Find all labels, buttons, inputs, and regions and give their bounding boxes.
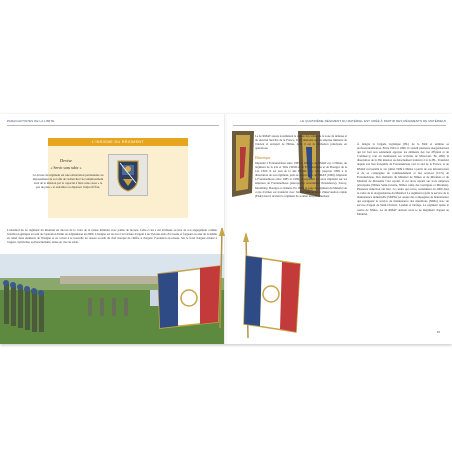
left-body-text: L'étendard du 4e régiment du Matériel est décoré de la croix de la valeur militaire avec palme de bronze. Celle-ci lui a été attribuée au titre de son engagement comme bataillon logistique au sein de l'opération Pamir en Afghanistan en 2009. L'insigne est un écu à la bordure d'argent à un Vulcain assis d'or issant et forgeant en azur de la même en relief deux éléments de l'insigne et en volant à la nouvelle un oiseau au mât du chef marqué de chiffre 4 d'argent. Fondation au réseau. Sur le fond d'argent éclairé à l'argent. Symbolise au Parachutisme, tenue en rive de sable. <box>7 228 217 245</box>
page-number: 35 <box>436 330 440 334</box>
devise-text: La devise du régiment est une exhortation permanente au dépassement de soi afin de rechercher l'accomplissement total de la mission par la capacité à faire sans cesse « le pas de plus » et entraîner ou dépasser l'objectif fixé. <box>32 173 104 189</box>
right-column-a-body: Implanté à Fontainebleau entre 1985 et 1999, le 4e RMAT est, à Nîmes, un régiment de la 43e et 302e CRMCA de Fontainebleau et de Bourges de la 12e CMT. Il est issu de la 44e BMAT. Il y reste jusqu'en 1998, à la dissolution de son régiment, puis au départ de la 4e RMAT (1999). Implanté à Fontainebleau entre 1985 et 1999, le régiment est alors implanté sur les emprises de Fontainebleau (entreposant notamment l'intendance), Satory, Montlhéry, Bourges et Orléans. En 1996, le page du régiment du Matériel de corps d'armée est transféré avec l'entité dans le futur d'intervention rapide (FAR) dont il devient le régiment de soutien des parachutistes. <box>255 161 347 198</box>
insignia-icon <box>109 155 147 195</box>
devise-label: Devise <box>59 158 73 163</box>
historique-subhead: Historique <box>255 156 271 160</box>
right-column-a-intro: Le 4e RMAT assure notamment la remise des unités de la zone de défense et de sécurité Sud-Est de la France. Il est implanté sur un emprise militaire de l'ancien et entrepôt de Nîmes, dont il est la formation principale en opérations. <box>255 134 347 151</box>
flags-art <box>150 228 310 343</box>
header-rule-right <box>233 125 446 126</box>
right-column-b-body: À intégré la brigade logistique (BL) de la FAR et termine sa professionnalisation. Entre 1991 et 1996, il connaît plusieurs réorganisations qui lui font non seulement appuyer les éléments des ton d'Épinal et de Commercy, tout en maintenant ses activités de Mirecourt. En 1999, la dissolution de la 38e mission au détachement transfert à la 2e BL. Transféré depuis son lieu tranquille de Fontainebleau vers le sud de la France, le 4e RMAT est installé le 1er juillet 1999 à Nîmes à partir de son infrastructure et de sa compagnie de commandement et des services (CCS) de Fontainebleau. Des éléments du Matériel de Nîmes et de Miramas et du Matériel de Marseille l'ont rejoint. Il est alors réparti sur trois emprises principales (Nîmes Saint-Césaire, Nîmes camp des Garrigues et Miramas). Plusieurs réduction ont lieu : le centre qui ouvre, notamment en 2009 dans le cadre de la réorganisation du Matériel. Le régiment rejoint le service de la maintenance industrielle (SMITer) et assure des compagnies de maintenance qui rejoignent le service de maintenance des munitions (SIMu) avec un service d'appui de Saint-Christol, Laudun et Orange. Le régiment quitte le centre de Nîmes. Le 4e RMAT devient alors le 4e Régiment d'appui au Matériel. <box>357 142 449 216</box>
header-rule-left <box>7 125 219 126</box>
regiment-insignia-image <box>108 154 148 196</box>
running-head-right: LE QUATRIÈME RÉGIMENT DU MATÉRIEL EST CRÉÉ À PARTIR DES RÉGIMENTS DE MATÉRIELS <box>300 119 446 123</box>
running-head-left: PARACHUTISTES DE LA LIMITE <box>7 119 55 123</box>
insignia-box-header: L'INSIGNE DU RÉGIMENT <box>48 138 188 146</box>
devise-motto: « Servir sans subir » <box>50 166 82 170</box>
regimental-flags-photo <box>150 228 310 343</box>
